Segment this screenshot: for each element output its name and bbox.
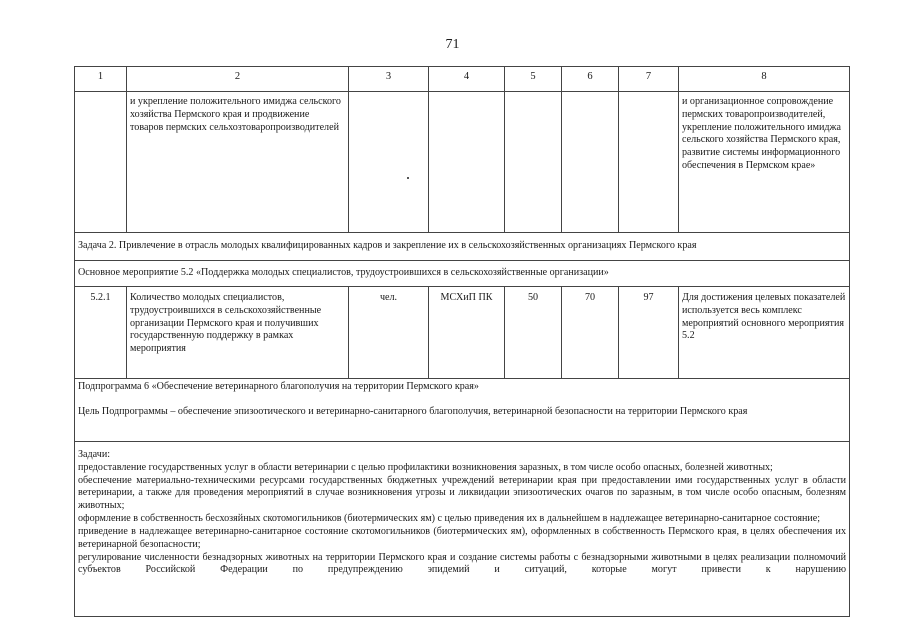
value-1: 50 bbox=[505, 287, 562, 379]
continuation-indicator-name: и укрепление положительного имиджа сельского хозяйства Пермского края и продвижение товаров пермских сельхозтоваропроизводителей bbox=[127, 92, 349, 233]
row-note: Для достижения целевых показателей используется весь комплекс мероприятий основного мероприятия 5.2 bbox=[679, 287, 850, 379]
column-header: 5 bbox=[505, 67, 562, 92]
subprogram-cell bbox=[75, 379, 850, 442]
table-row-subprogram bbox=[75, 379, 850, 442]
subprogram-title: Подпрограмма 6 «Обеспечение ветеринарного благополучия на территории Пермского края» bbox=[78, 381, 479, 392]
table-row-5-2-1 bbox=[75, 287, 850, 379]
task-item: приведение в надлежащее ветеринарно-санитарное состояние скотомогильников (биотермических ям), оформленных в собственность Пермского края, в целях обеспечения их ветеринарной безопасности; bbox=[78, 525, 846, 550]
column-header: 6 bbox=[562, 67, 619, 92]
cell-empty bbox=[429, 92, 505, 233]
table-row-main-event bbox=[75, 261, 850, 287]
unit: чел. bbox=[349, 287, 429, 379]
tasks-heading: Задачи: bbox=[78, 449, 111, 460]
page-number: 71 bbox=[445, 37, 460, 52]
scan-speck bbox=[407, 177, 409, 179]
responsible-org: МСХиП ПК bbox=[429, 287, 505, 379]
table-row-tasks bbox=[75, 442, 850, 617]
task-item-last: регулирование численности безнадзорных животных на территории Пермского края и создание системы работы с безнадзорными животными в целях реализации полномочий субъектов Российской Федерации по предупреждению эпидемий и ситуаций, которые могут привести к нарушению bbox=[78, 551, 846, 576]
task-item: обеспечение материально-техническими ресурсами государственных бюджетных учреждений ветеринарии края при предоставлении ими государственных услуг в области ветеринарии, а также для проведения мероприятий в случае возникновения угрозы и ликвидации эпизоотических очагов по заразным, в том числе особо опасным, болезням животных; bbox=[78, 474, 846, 512]
task-2-text: Задача 2. Привлечение в отрасль молодых квалифицированных кадров и закрепление их в сельскохозяйственных организациях Пермского края bbox=[75, 233, 850, 261]
column-header: 3 bbox=[349, 67, 429, 92]
column-header: 2 bbox=[127, 67, 349, 92]
task-item: предоставление государственных услуг в области ветеринарии с целью профилактики возникновения заразных, в том числе особо опасных, болезней животных; bbox=[78, 461, 773, 473]
cell-empty bbox=[75, 92, 127, 233]
row-number: 5.2.1 bbox=[75, 287, 127, 379]
column-header: 7 bbox=[619, 67, 679, 92]
table-row-continuation bbox=[75, 92, 850, 233]
program-table bbox=[74, 66, 850, 617]
task-item: оформление в собственность бесхозяйных скотомогильников (биотермических ям) с целью приведения их в дальнейшем в надлежащее ветеринарно-санитарное состояние; bbox=[78, 513, 821, 525]
continuation-note: и организационное сопровождение пермских товаропроизводителей, укрепление положительного имиджа сельского хозяйства Пермского края, развитие системы информационного обеспечения в Пермском крае» bbox=[679, 92, 850, 233]
column-header: 4 bbox=[429, 67, 505, 92]
column-header: 1 bbox=[75, 67, 127, 92]
main-event-5-2: Основное мероприятие 5.2 «Поддержка молодых специалистов, трудоустроившихся в сельскохозяйственные организации» bbox=[75, 261, 850, 287]
cell-empty bbox=[505, 92, 562, 233]
cell-empty bbox=[349, 92, 429, 233]
value-2: 70 bbox=[562, 287, 619, 379]
value-3: 97 bbox=[619, 287, 679, 379]
tasks-cell bbox=[75, 442, 850, 617]
indicator-name: Количество молодых специалистов, трудоустроившихся в сельскохозяйственные организации Пермского края и получивших государственную поддержку в рамках мероприятия bbox=[127, 287, 349, 379]
cell-empty bbox=[619, 92, 679, 233]
cell-empty bbox=[562, 92, 619, 233]
subprogram-goal: Цель Подпрограммы – обеспечение эпизоотического и ветеринарно-санитарного благополучия, ветеринарной безопасности на территории Пермского края bbox=[78, 405, 748, 417]
column-header: 8 bbox=[679, 67, 850, 92]
table-row-task2 bbox=[75, 233, 850, 261]
header-row bbox=[75, 67, 850, 92]
